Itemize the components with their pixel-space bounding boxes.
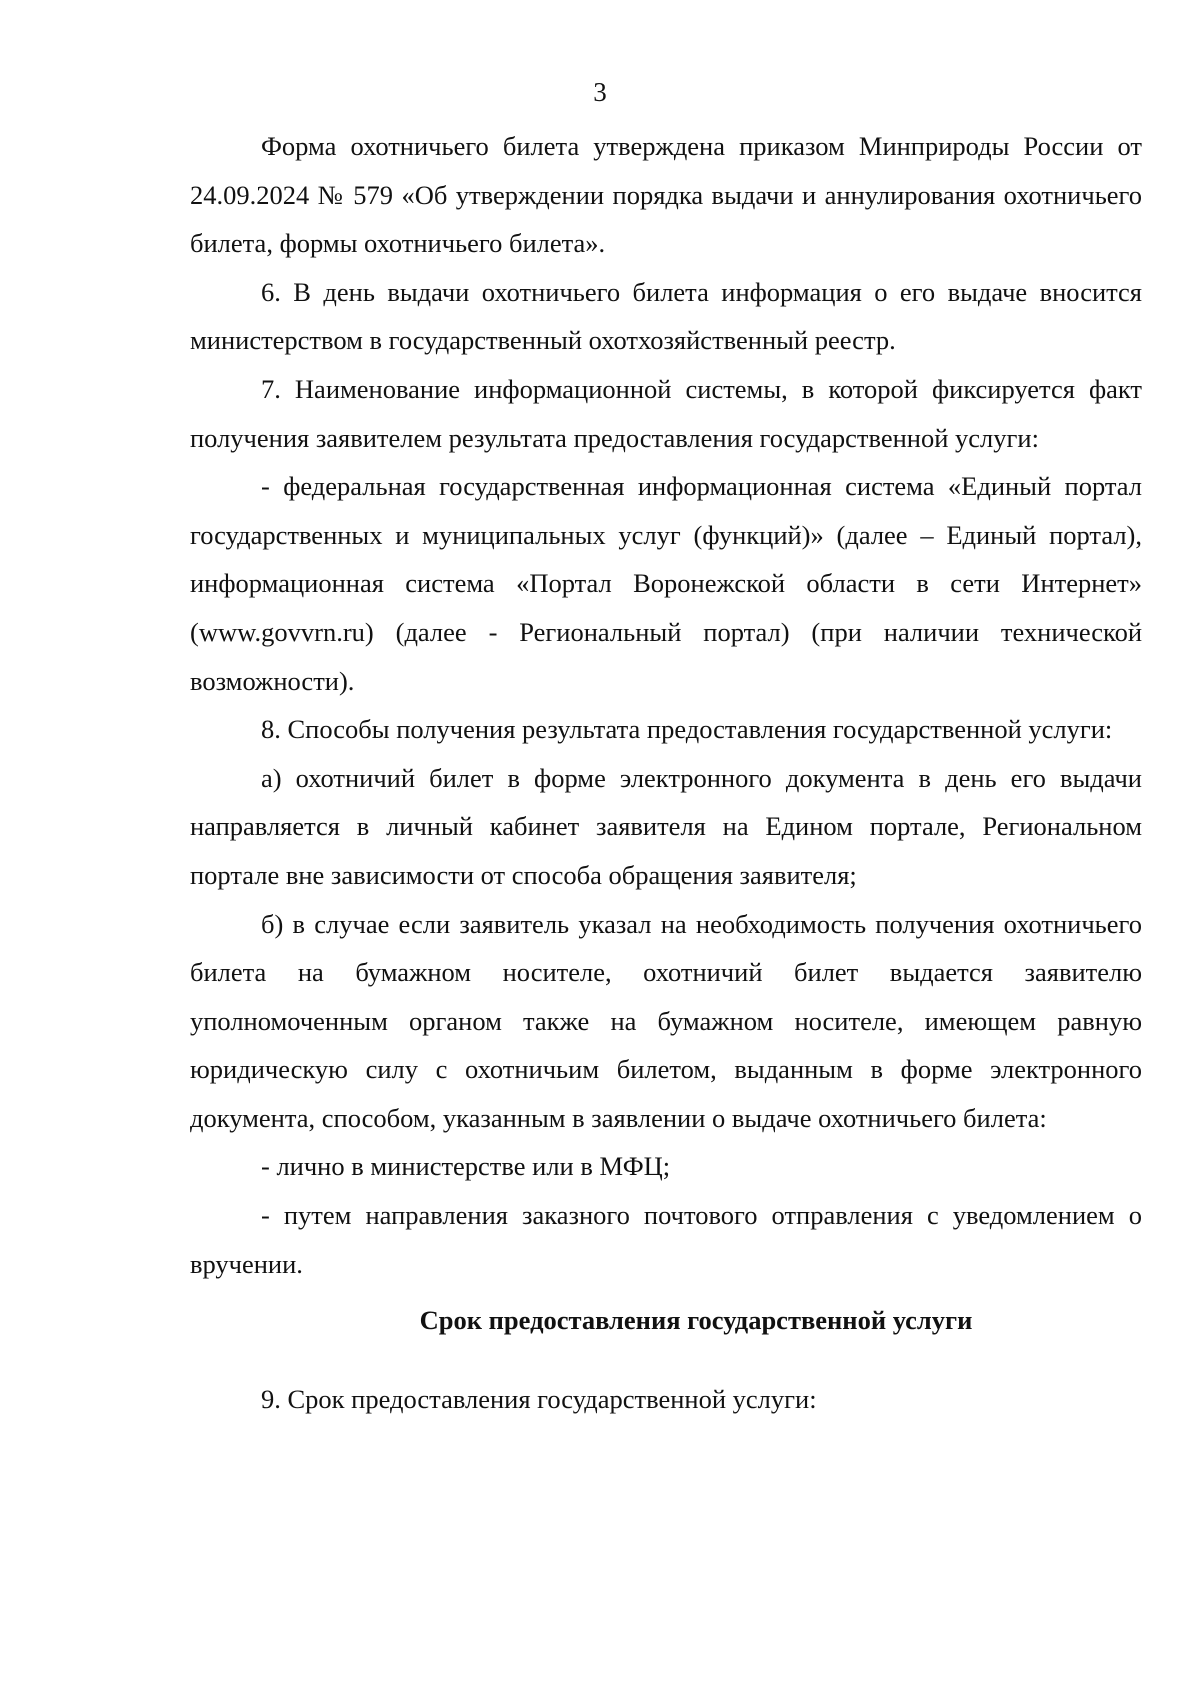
paragraph-item-7: 7. Наименование информационной системы, в которой фиксируется факт получения заявителем результата предоставления государственной услуги: bbox=[190, 373, 1142, 453]
page-number: 3 bbox=[593, 77, 607, 107]
paragraph-item-7-list: - федеральная государственная информационная система «Единый портал государственных и муниципальных услуг (функций)» (далее – Единый портал), информационная система «Портал Воронежской области в сети Интернет» (www.govvrn.ru) (далее - Региональный портал) (при наличии технической возможности). bbox=[190, 471, 1142, 696]
paragraph-item-8b-by-mail: - путем направления заказного почтового отправления с уведомлением о вручении. bbox=[190, 1200, 1142, 1279]
paragraph-item-8b: б) в случае если заявитель указал на необходимость получения охотничьего билета на бумажном носителе, охотничий билет выдается заявителю уполномоченным органом также на бумажном носителе, имеющем равную юридическую силу с охотничьим билетом, выданным в форме электронного документа, способом, указанным в заявлении о выдаче охотничьего билета: bbox=[190, 908, 1142, 1133]
paragraph-item-8b-in-person: - лично в министерстве или в МФЦ; bbox=[261, 1151, 671, 1182]
section-heading: Срок предоставления государственной услуги bbox=[419, 1305, 973, 1336]
paragraph-hunting-ticket-form: Форма охотничьего билета утверждена приказом Минприроды России от 24.09.2024 № 579 «Об утверждении порядка выдачи и аннулирования охотничьего билета, формы охотничьего билета». bbox=[190, 131, 1142, 259]
paragraph-item-6: 6. В день выдачи охотничьего билета информация о его выдаче вносится министерством в государственный охотхозяйственный реестр. bbox=[190, 276, 1142, 356]
paragraph-item-9: 9. Срок предоставления государственной услуги: bbox=[261, 1383, 817, 1414]
document-body bbox=[190, 122, 1142, 1423]
paragraph-item-8a: а) охотничий билет в форме электронного документа в день его выдачи направляется в личный кабинет заявителя на Едином портале, Региональном портале вне зависимости от способа обращения заявителя; bbox=[190, 762, 1142, 890]
paragraph-item-8: 8. Способы получения результата предоставления государственной услуги: bbox=[261, 714, 1113, 745]
